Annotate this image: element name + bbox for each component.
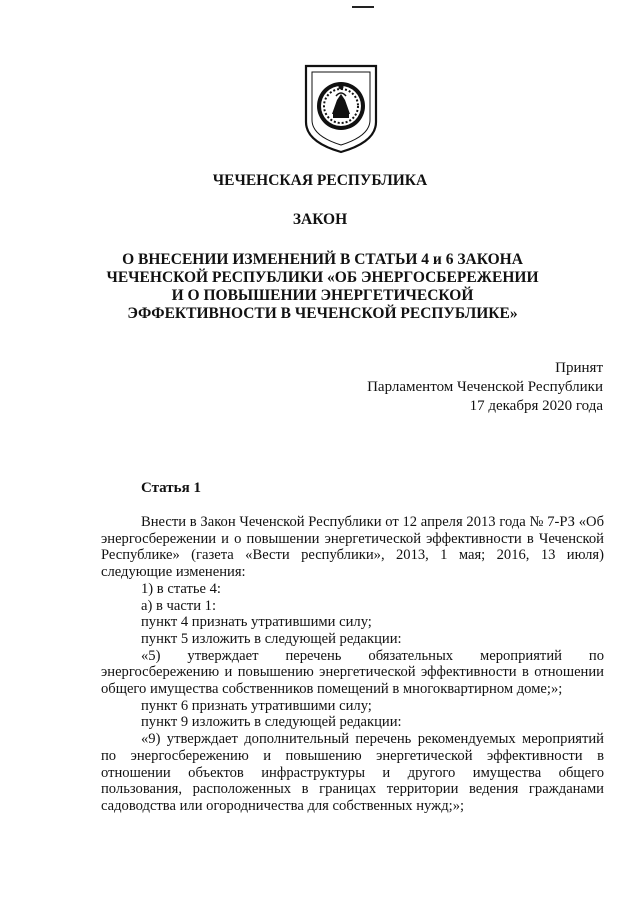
paragraph: а) в части 1: (141, 597, 217, 614)
scan-mark (352, 6, 374, 8)
law-title: О ВНЕСЕНИИ ИЗМЕНЕНИЙ В СТАТЬИ 4 и 6 ЗАКОНА ЧЕЧЕНСКОЙ РЕСПУБЛИКИ «ОБ ЭНЕРГОСБЕРЕЖЕНИИ И О ПОВЫШЕНИИ ЭНЕРГЕТИЧЕСКОЙ ЭФФЕКТИВНОСТИ В ЧЕЧЕНСКОЙ РЕСПУБЛИКЕ» (106, 251, 539, 322)
adoption-block (367, 359, 603, 416)
document-type: ЗАКОН (292, 211, 348, 228)
paragraph: 1) в статье 4: (141, 580, 221, 597)
adoption-date: 17 декабря 2020 года (469, 398, 603, 414)
article-body (101, 514, 604, 815)
adoption-label: Принят (555, 360, 603, 376)
paragraph: пункт 5 изложить в следующей редакции: (141, 630, 402, 647)
coat-of-arms-emblem (302, 62, 380, 154)
paragraph: Внести в Закон Чеченской Республики от 12 апреля 2013 года № 7-РЗ «Об энергосбережении и о повышении энергетической эффективности в Чеченской Республике» (газета «Вести республики», 2013, 1 мая; 2016, 13 июля) следующие изменения: (101, 514, 604, 581)
article-heading: Статья 1 (141, 480, 201, 496)
paragraph: «5) утверждает перечень обязательных мероприятий по энергосбережению и повышению энергетической эффективности в отношении общего имущества собственников помещений в многоквартирном доме;»; (101, 647, 604, 698)
paragraph: пункт 4 признать утратившими силу; (141, 614, 372, 631)
adopting-body: Парламентом Чеченской Республики (367, 379, 603, 395)
paragraph: пункт 6 признать утратившими силу; (141, 697, 372, 714)
republic-name: ЧЕЧЕНСКАЯ РЕСПУБЛИКА (212, 172, 428, 189)
paragraph: «9) утверждает дополнительный перечень рекомендуемых мероприятий по энергосбережению и повышению энергетической эффективности в отношении объектов инфраструктуры и другого имущества общего пользования, расположенных в границах территории ведения гражданами садоводства или огородничества для собственных нужд;»; (101, 731, 604, 814)
paragraph: пункт 9 изложить в следующей редакции: (141, 714, 402, 731)
